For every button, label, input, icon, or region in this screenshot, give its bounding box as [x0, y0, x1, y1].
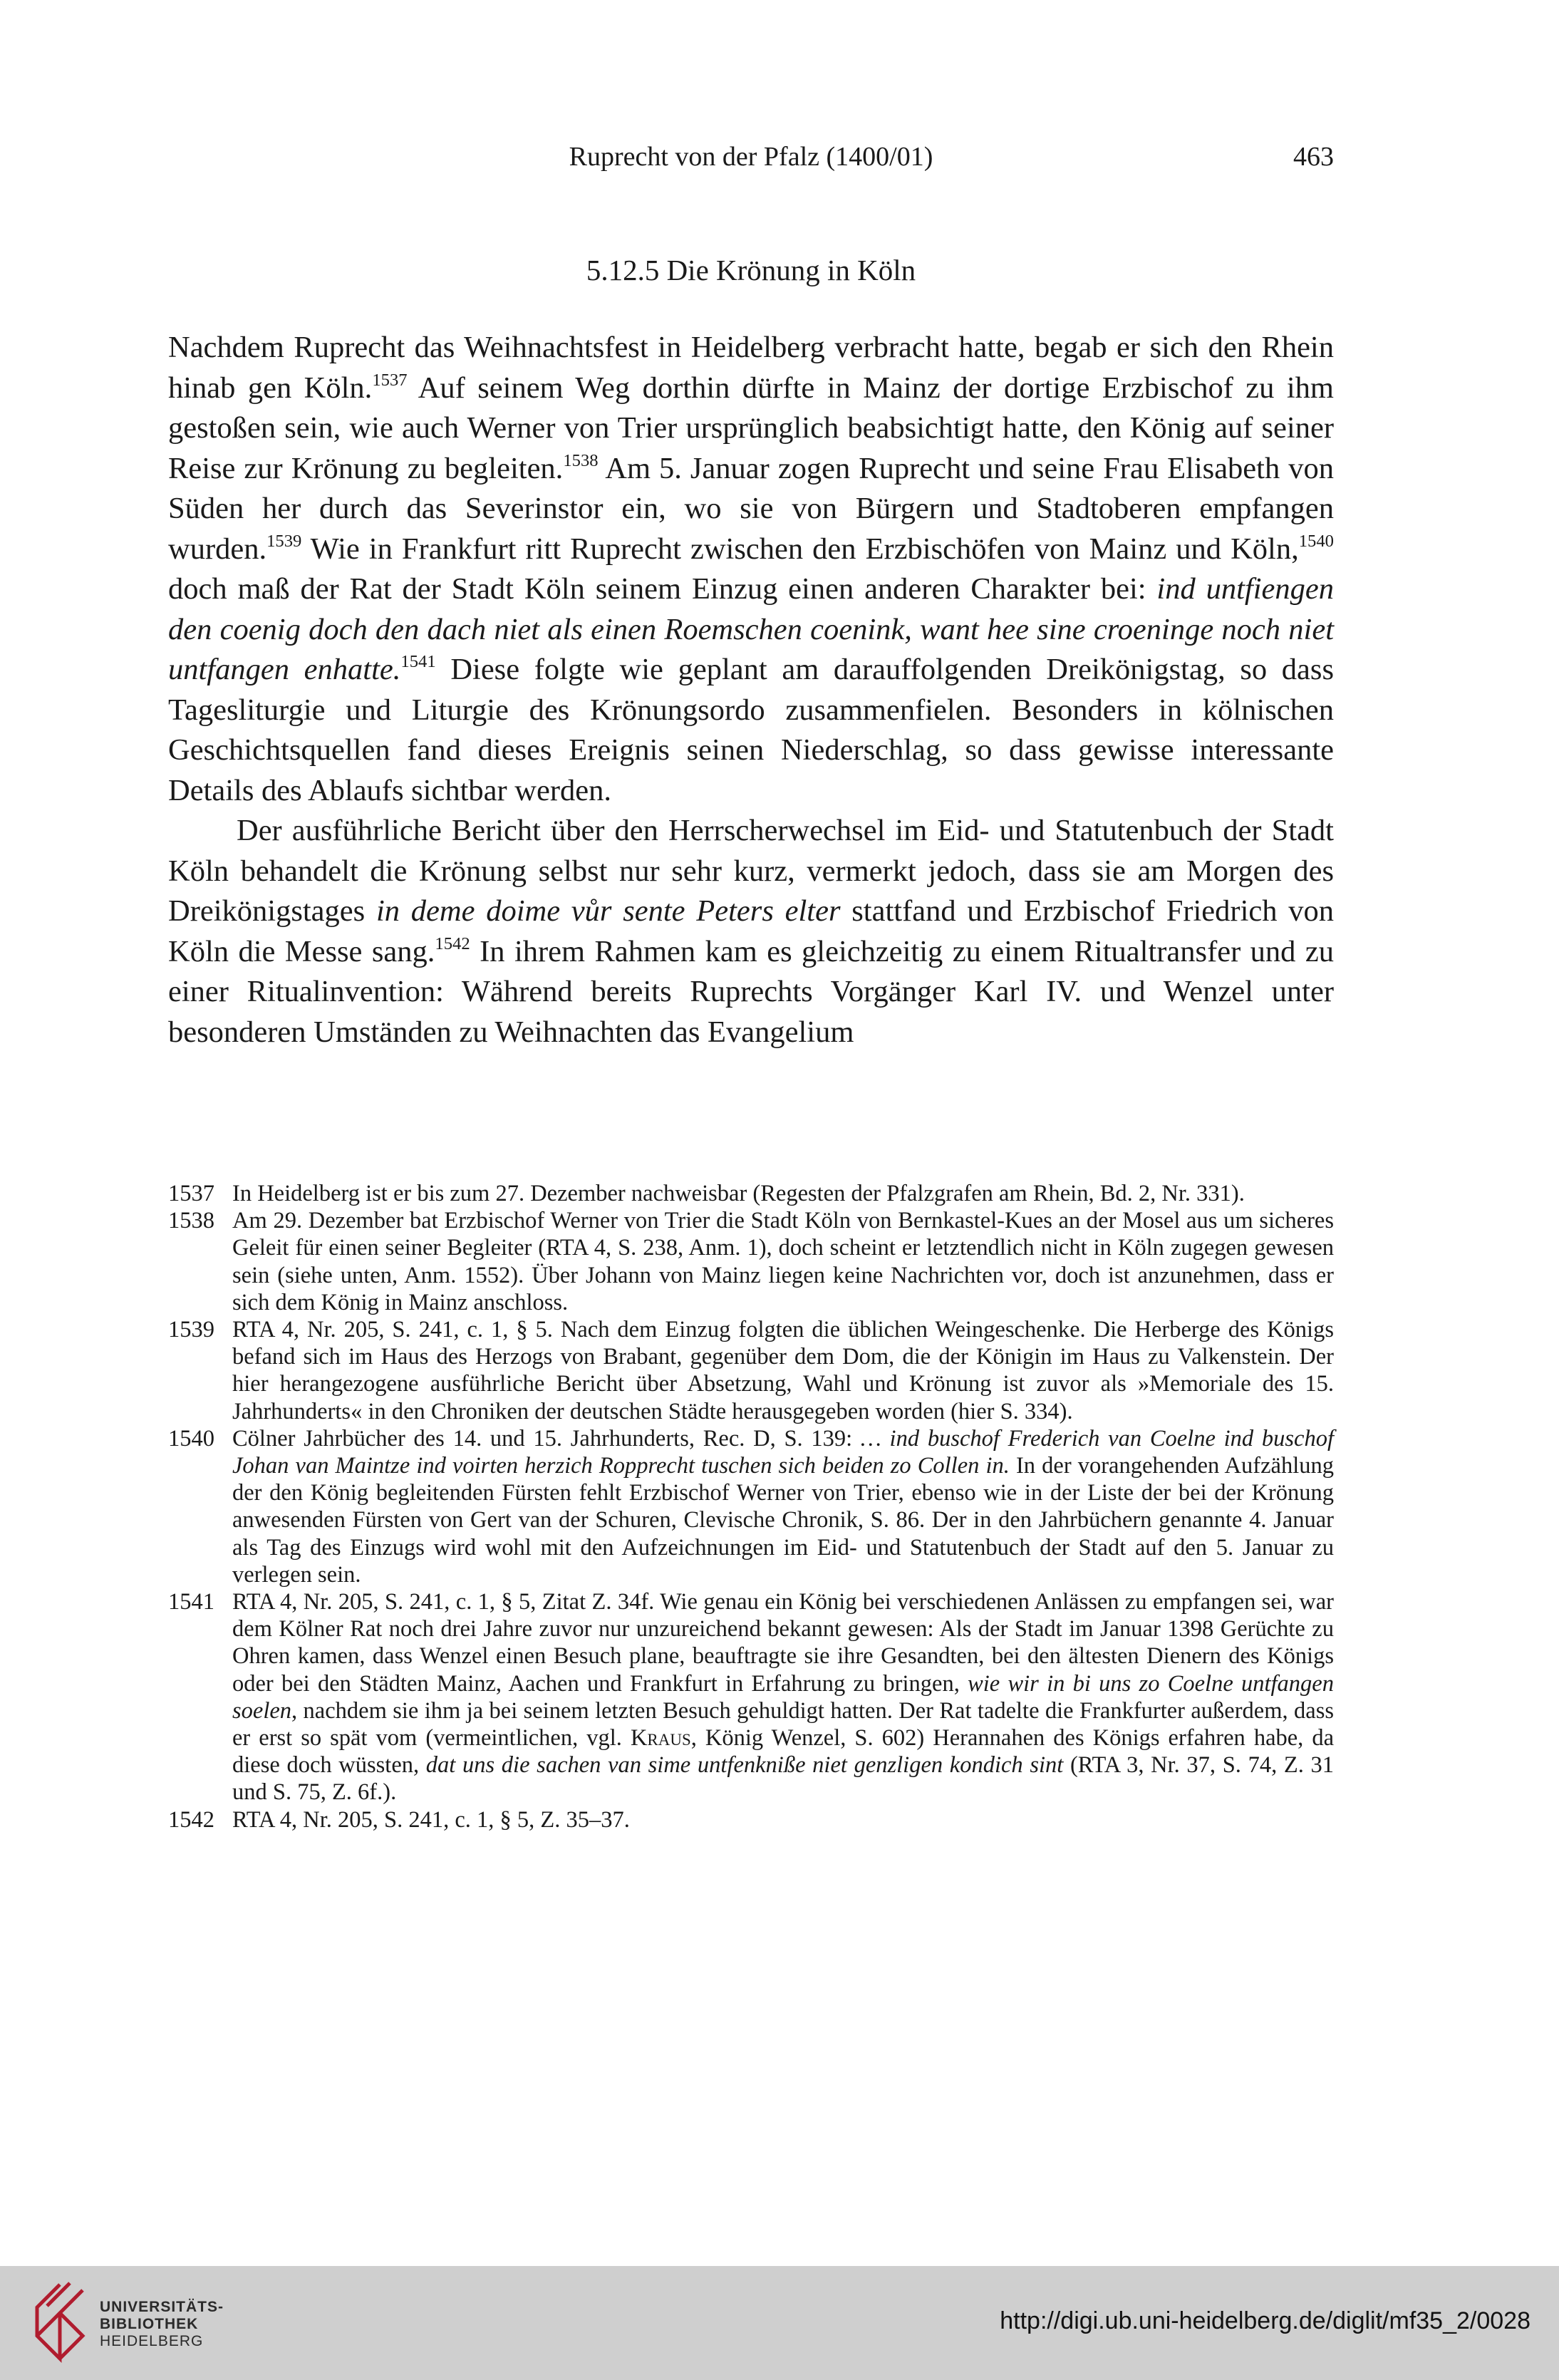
footnote: 1541 RTA 4, Nr. 205, S. 241, c. 1, § 5, Zitat Z. 34f. Wie genau ein König bei verschiedenen Anlässen zu empfangen sei, war dem Kölner Rat noch drei Jahre zuvor nur unzureichend bekannt gewesen: Als der Stadt im Januar 1398 Gerüchte zu Ohren kamen, dass Wenzel einen Besuch plane, beauftragte sie ihre Gesandten, bei den ältesten Dienern des Königs oder bei den Städten Mainz, Aachen und Frankfurt in Erfahrung zu bringen, wie wir in bi uns zo Coelne untfangen soelen, nachdem sie ihm ja bei seinem letzten Besuch gehuldigt hatten. Der Rat tadelte die Frankfurter außerdem, dass er erst so spät vom (vermeintlichen, vgl. Kraus, König Wenzel, S. 602) Herannahen des Königs erfahren habe, da diese doch wüssten, dat uns die sachen van sime untfenkniße niet genzligen kondich sint (RTA 3, Nr. 37, S. 74, Z. 31 und S. 75, Z. 6f.).	[168, 1589, 1335, 1806]
running-head: Ruprecht von der Pfalz (1400/01)	[569, 142, 933, 172]
footnote: 1540 Cölner Jahrbücher des 14. und 15. Jahrhunderts, Rec. D, S. 139: … ind buschof Frederich van Coelne ind buschof Johan van Maintze ind voirten herzich Ropprecht tuschen sich beiden zo Collen in. In der vorangehenden Aufzählung der den König begleitenden Fürsten fehlt Erzbischof Werner von Trier, ebenso wie in der Liste der bei der Krönung anwesenden Fürsten von Gert van der Schuren, Clevische Chronik, S. 86. Der in den Jahrbüchern genannte 4. Januar als Tag des Einzugs wird wohl mit den Aufzeichnungen im Eid- und Statutenbuch der Stadt auf den 5. Januar zu verlegen sein.	[168, 1425, 1334, 1588]
library-footer-bar	[0, 2266, 1559, 2380]
footnote-ref: 1537	[372, 370, 408, 390]
library-name: UNIVERSITÄTS- BIBLIOTHEK HEIDELBERG	[100, 2299, 224, 2349]
footnote-number: 1537	[168, 1181, 214, 1206]
page-header	[168, 141, 1334, 184]
footnote: 1537 In Heidelberg ist er bis zum 27. Dezember nachweisbar (Regesten der Pfalzgrafen am Rhein, Bd. 2, Nr. 331).	[168, 1181, 1245, 1206]
footnote-number: 1542	[168, 1806, 214, 1833]
footnote: 1538 Am 29. Dezember bat Erzbischof Werner von Trier die Stadt Köln von Bernkastel-Kues an der Mosel aus um sicheres Geleit für einen seiner Begleiter (RTA 4, S. 238, Anm. 1), doch scheint er letztendlich nicht in Köln zugegen gewesen sein (siehe unten, Anm. 1552). Über Johann von Mainz liegen keine Nachrichten vor, doch ist anzunehmen, dass er sich dem König in Mainz anschloss.	[168, 1208, 1334, 1315]
footnotes	[168, 1180, 1334, 1833]
main-text	[168, 328, 1334, 1052]
footnote-ref: 1538	[563, 450, 599, 470]
source-url[interactable]: http://digi.ub.uni-heidelberg.de/diglit/mf35_2/0028	[1000, 2307, 1530, 2334]
footnote-ref: 1541	[400, 651, 436, 671]
footnote-ref: 1542	[435, 933, 470, 953]
library-logo-icon	[31, 2282, 93, 2364]
paragraph: Der ausführliche Bericht über den Herrscherwechsel im Eid- und Statutenbuch der Stadt Köln behandelt die Krönung selbst nur sehr kurz, vermerkt jedoch, dass sie am Morgen des Dreikönigstages in deme doime vůr sente Peters elter stattfand und Erzbischof Friedrich von Köln die Messe sang.$^{1542}$ In ihrem Rahmen kam es gleichzeitig zu einem Ritualtransfer und zu einer Ritualinvention: Während bereits Ruprechts Vorgänger Karl IV. und Wenzel unter besonderen Umständen zu Weihnachten das Evangelium	[168, 814, 1335, 1049]
page-number: 463	[1293, 142, 1334, 172]
footnote-ref: 1540	[1298, 531, 1334, 551]
footnote: 1542 RTA 4, Nr. 205, S. 241, c. 1, § 5, Z. 35–37.	[168, 1806, 630, 1833]
footnote-number: 1538	[168, 1208, 214, 1234]
footnote-ref: 1539	[266, 531, 302, 551]
footnote-number: 1540	[168, 1425, 214, 1452]
footnote-number: 1541	[168, 1589, 214, 1615]
footnote-number: 1539	[168, 1317, 214, 1343]
paragraph: Nachdem Ruprecht das Weihnachtsfest in Heidelberg verbracht hatte, begab er sich den Rhein hinab gen Köln.$^{1537}$ Auf seinem Weg dorthin dürfte in Mainz der dortige Erzbischof zu ihm gestoßen sein, wie auch Werner von Trier ursprünglich beabsichtigt hatte, den König auf seiner Reise zur Krönung zu begleiten.$^{1538}$ Am 5. Januar zogen Ruprecht und seine Frau Elisabeth von Süden her durch das Severinstor ein, wo sie von Bürgern und Stadtoberen empfangen wurden.$^{1539}$ Wie in Frankfurt ritt Ruprecht zwischen den Erzbischöfen von Mainz und Köln,$^{1540}$ doch maß der Rat der Stadt Köln seinem Einzug einen anderen Charakter bei: ind untfiengen den coenig doch den dach niet als einen Roemschen coenink, want hee sine croeninge noch niet untfangen enhatte.$^{1541}$ Diese folgte wie geplant am darauffolgenden Dreikönigstag, so dass Tagesliturgie und Liturgie des Krönungsordo zusammenfielen. Besonders in kölnischen Geschichtsquellen fand dieses Ereignis seinen Niederschlag, so dass gewisse interessante Details des Ablaufs sichtbar werden.	[168, 331, 1335, 807]
quotation: in deme doime vůr sente Peters elter	[375, 894, 841, 928]
footnote: 1539 RTA 4, Nr. 205, S. 241, c. 1, § 5. Nach dem Einzug folgten die üblichen Weingeschenke. Die Herberge des Königs befand sich im Haus des Herzogs von Brabant, gegenüber dem Dom, die der Königin im Haus zu Valkenstein. Der hier herangezogene ausführliche Bericht über Absetzung, Wahl und Krönung ist zuvor als »Memoriale des 15. Jahrhunderts« in den Chroniken der deutschen Städte herausgegeben worden (hier S. 334).	[168, 1317, 1334, 1424]
section-heading: 5.12.5 Die Krönung in Köln	[586, 254, 916, 286]
quotation: ind untfiengen den coenig doch den dach niet als einen Roemschen coenink, want hee sine croeninge noch niet untfangen enhatte.	[168, 572, 1334, 686]
